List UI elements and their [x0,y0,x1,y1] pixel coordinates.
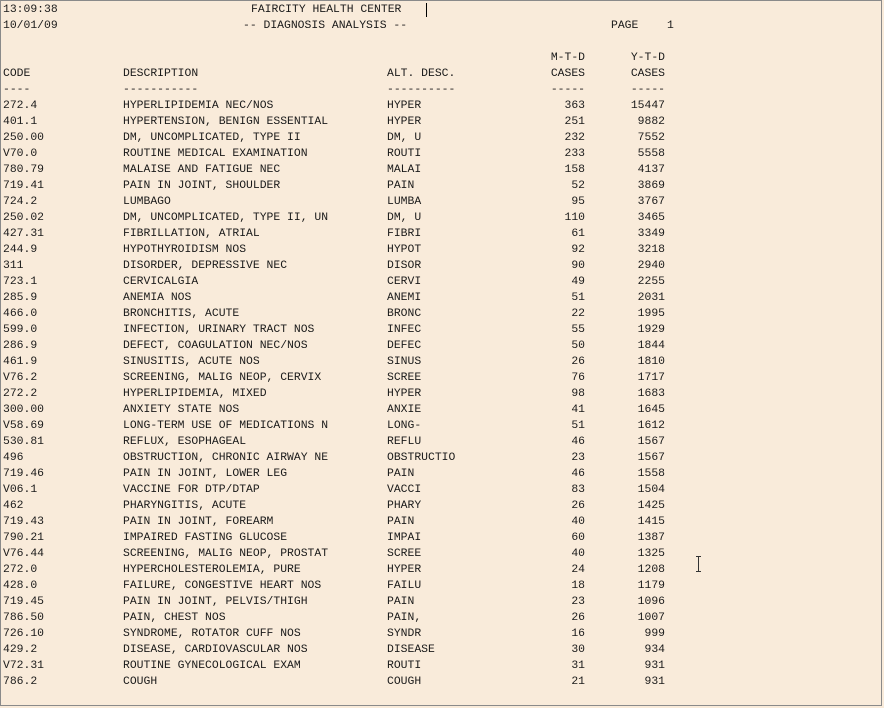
mtd-cases: 23 [571,596,585,608]
ytd-cases: 3349 [637,228,665,240]
diagnosis-description: IMPAIRED FASTING GLUCOSE [123,532,288,544]
diagnosis-code: 719.41 [3,180,45,192]
report-time: 13:09:38 [3,4,58,16]
alt-description: HYPER [387,388,422,400]
ytd-cases: 999 [644,628,665,640]
column-rule [1,82,881,98]
table-row [1,514,881,530]
diagnosis-code: V58.69 [3,420,45,432]
diagnosis-description: SCREENING, MALIG NEOP, PROSTAT [123,548,329,560]
diagnosis-description: PAIN IN JOINT, FOREARM [123,516,274,528]
diagnosis-description: BRONCHITIS, ACUTE [123,308,240,320]
ytd-cases: 1612 [637,420,665,432]
mtd-rule: ----- [550,84,585,96]
table-row [1,498,881,514]
mtd-cases: 61 [571,228,585,240]
diagnosis-code: 250.02 [3,212,45,224]
diagnosis-code: V06.1 [3,484,38,496]
table-row [1,434,881,450]
alt-description: PAIN [387,596,415,608]
table-row [1,178,881,194]
diagnosis-description: DM, UNCOMPLICATED, TYPE II, UN [123,212,329,224]
mtd-cases: 51 [571,420,585,432]
alt-description: DISOR [387,260,422,272]
diagnosis-description: DISORDER, DEPRESSIVE NEC [123,260,288,272]
alt-description: HYPOT [387,244,422,256]
alt-description: REFLU [387,436,422,448]
diagnosis-description: INFECTION, URINARY TRACT NOS [123,324,315,336]
ytd-cases: 931 [644,660,665,672]
alt-description: DM, U [387,132,422,144]
diagnosis-description: VACCINE FOR DTP/DTAP [123,484,260,496]
mtd-cases: 110 [564,212,585,224]
table-row [1,370,881,386]
table-row [1,386,881,402]
mtd-cases: 23 [571,452,585,464]
table-row [1,482,881,498]
table-row [1,114,881,130]
alt-description: HYPER [387,564,422,576]
header-line-1 [1,2,881,18]
diagnosis-description: PHARYNGITIS, ACUTE [123,500,247,512]
diagnosis-description: ANXIETY STATE NOS [123,404,240,416]
alt-description: DISEASE [387,644,435,656]
table-row [1,258,881,274]
diagnosis-code: V70.0 [3,148,38,160]
mtd-cases: 18 [571,580,585,592]
diagnosis-description: LONG-TERM USE OF MEDICATIONS N [123,420,329,432]
diagnosis-code: 429.2 [3,644,38,656]
diagnosis-description: LUMBAGO [123,196,171,208]
table-row [1,242,881,258]
mtd-cases: 363 [564,100,585,112]
diagnosis-description: ROUTINE GYNECOLOGICAL EXAM [123,660,301,672]
table-row [1,194,881,210]
column-header-top [1,50,881,66]
ytd-cases: 1995 [637,308,665,320]
diagnosis-description: HYPERCHOLESTEROLEMIA, PURE [123,564,301,576]
alt-description: MALAI [387,164,422,176]
alt-description: IMPAI [387,532,422,544]
ytd-cases: 1325 [637,548,665,560]
diagnosis-description: DM, UNCOMPLICATED, TYPE II [123,132,301,144]
alt-description: SCREE [387,548,422,560]
diagnosis-code: 244.9 [3,244,38,256]
ytd-cases: 1645 [637,404,665,416]
mtd-cases: 52 [571,180,585,192]
diagnosis-code: 719.46 [3,468,45,480]
text-cursor-icon [426,3,427,17]
table-row [1,610,881,626]
table-row [1,130,881,146]
mtd-cases: 51 [571,292,585,304]
table-row [1,290,881,306]
table-row [1,162,881,178]
alt-description: INFEC [387,324,422,336]
ytd-cases: 3869 [637,180,665,192]
diagnosis-code: 311 [3,260,24,272]
table-row [1,626,881,642]
diagnosis-code: 786.50 [3,612,45,624]
alt-description: PAIN [387,516,415,528]
alt-description: VACCI [387,484,422,496]
ytd-cases: 1929 [637,324,665,336]
ytd-cases: 2031 [637,292,665,304]
table-row [1,402,881,418]
diagnosis-description: SCREENING, MALIG NEOP, CERVIX [123,372,322,384]
table-row [1,354,881,370]
alt-description: SYNDR [387,628,422,640]
diagnosis-code: 461.9 [3,356,38,368]
mtd-cases: 233 [564,148,585,160]
diagnosis-description: FIBRILLATION, ATRIAL [123,228,260,240]
diagnosis-description: OBSTRUCTION, CHRONIC AIRWAY NE [123,452,329,464]
mtd-cases: 158 [564,164,585,176]
mtd-cases: 22 [571,308,585,320]
ytd-cases: 1810 [637,356,665,368]
diagnosis-description: SYNDROME, ROTATOR CUFF NOS [123,628,301,640]
table-row [1,594,881,610]
alt-desc-column-header: ALT. DESC. [387,68,456,80]
ytd-cases: 15447 [630,100,665,112]
alt-description: PAIN [387,180,415,192]
mtd-cases: 41 [571,404,585,416]
ytd-cases: 3767 [637,196,665,208]
diagnosis-code: 285.9 [3,292,38,304]
table-row [1,306,881,322]
ytd-cases-column-header: CASES [630,68,665,80]
diagnosis-code: 401.1 [3,116,38,128]
alt-description: COUGH [387,676,422,688]
diagnosis-code: 428.0 [3,580,38,592]
ytd-cases: 4137 [637,164,665,176]
diagnosis-description: PAIN IN JOINT, SHOULDER [123,180,281,192]
alt-description: PAIN [387,468,415,480]
table-row [1,274,881,290]
diagnosis-description: ANEMIA NOS [123,292,192,304]
diagnosis-code: 466.0 [3,308,38,320]
table-row [1,546,881,562]
ytd-rule: ----- [630,84,665,96]
table-row [1,642,881,658]
table-row [1,450,881,466]
mtd-cases: 24 [571,564,585,576]
description-column-header: DESCRIPTION [123,68,199,80]
ytd-cases: 1096 [637,596,665,608]
diagnosis-description: HYPERLIPIDEMIA NEC/NOS [123,100,274,112]
mtd-cases: 60 [571,532,585,544]
report-date: 10/01/09 [3,20,58,32]
diagnosis-description: MALAISE AND FATIGUE NEC [123,164,281,176]
diagnosis-code: V76.2 [3,372,38,384]
diagnosis-description: HYPERLIPIDEMIA, MIXED [123,388,267,400]
ytd-cases: 1567 [637,436,665,448]
table-row [1,674,881,690]
mtd-cases: 83 [571,484,585,496]
alt-description: CERVI [387,276,422,288]
alt-description: HYPER [387,116,422,128]
diagnosis-description: DISEASE, CARDIOVASCULAR NOS [123,644,308,656]
page-number: 1 [667,20,674,32]
ytd-cases: 1387 [637,532,665,544]
diagnosis-code: 599.0 [3,324,38,336]
alt-description: ROUTI [387,148,422,160]
ytd-cases: 9882 [637,116,665,128]
table-row [1,530,881,546]
diagnosis-description: PAIN IN JOINT, PELVIS/THIGH [123,596,308,608]
table-row [1,418,881,434]
mtd-cases: 251 [564,116,585,128]
ytd-cases: 1558 [637,468,665,480]
diagnosis-code: 272.4 [3,100,38,112]
alt-description: BRONC [387,308,422,320]
diagnosis-description: FAILURE, CONGESTIVE HEART NOS [123,580,322,592]
mtd-cases: 16 [571,628,585,640]
mtd-cases: 26 [571,500,585,512]
mtd-cases: 95 [571,196,585,208]
diagnosis-code: 726.10 [3,628,45,640]
diagnosis-description: ROUTINE MEDICAL EXAMINATION [123,148,308,160]
mtd-cases: 232 [564,132,585,144]
ytd-cases: 1567 [637,452,665,464]
mtd-cases: 49 [571,276,585,288]
mtd-cases: 50 [571,340,585,352]
diagnosis-description: DEFECT, COAGULATION NEC/NOS [123,340,308,352]
ytd-cases: 1179 [637,580,665,592]
diagnosis-code: 272.2 [3,388,38,400]
diagnosis-description: HYPERTENSION, BENIGN ESSENTIAL [123,116,329,128]
ytd-cases: 1504 [637,484,665,496]
description-rule: ----------- [123,84,199,96]
mtd-cases: 26 [571,356,585,368]
table-row [1,658,881,674]
diagnosis-code: V76.44 [3,548,45,560]
mtd-cases: 31 [571,660,585,672]
mtd-cases: 21 [571,676,585,688]
header-line-2 [1,18,881,34]
mtd-cases: 92 [571,244,585,256]
ytd-cases: 1007 [637,612,665,624]
diagnosis-code: 286.9 [3,340,38,352]
diagnosis-code: 719.43 [3,516,45,528]
ibeam-pointer-icon [695,556,703,572]
diagnosis-code: 250.00 [3,132,45,144]
alt-description: HYPER [387,100,422,112]
ytd-cases: 3218 [637,244,665,256]
ytd-cases: 3465 [637,212,665,224]
diagnosis-description: SINUSITIS, ACUTE NOS [123,356,260,368]
mtd-cases: 46 [571,468,585,480]
ytd-cases: 1415 [637,516,665,528]
alt-description: DEFEC [387,340,422,352]
ytd-cases: 5558 [637,148,665,160]
diagnosis-code: 530.81 [3,436,45,448]
ytd-cases: 1425 [637,500,665,512]
alt-description: FIBRI [387,228,422,240]
alt-description: PAIN, [387,612,422,624]
table-row [1,322,881,338]
alt-description: SCREE [387,372,422,384]
mtd-cases: 76 [571,372,585,384]
alt-description: ANXIE [387,404,422,416]
diagnosis-code: V72.31 [3,660,45,672]
diagnosis-code: 719.45 [3,596,45,608]
alt-description: LONG- [387,420,422,432]
mtd-cases: 40 [571,516,585,528]
report-subtitle: -- DIAGNOSIS ANALYSIS -- [243,20,408,32]
alt-description: FAILU [387,580,422,592]
diagnosis-code: 496 [3,452,24,464]
mtd-cases: 98 [571,388,585,400]
table-row [1,226,881,242]
mtd-cases: 46 [571,436,585,448]
column-header [1,66,881,82]
page-label: PAGE [611,20,639,32]
alt-description: PHARY [387,500,422,512]
ytd-cases: 1844 [637,340,665,352]
alt-description: DM, U [387,212,422,224]
mtd-cases: 90 [571,260,585,272]
mtd-cases: 26 [571,612,585,624]
ytd-cases: 931 [644,676,665,688]
diagnosis-description: PAIN IN JOINT, LOWER LEG [123,468,288,480]
diagnosis-code: 780.79 [3,164,45,176]
table-row [1,146,881,162]
alt-description: ROUTI [387,660,422,672]
table-row [1,466,881,482]
alt-desc-rule: ---------- [387,84,456,96]
alt-description: ANEMI [387,292,422,304]
alt-description: LUMBA [387,196,422,208]
diagnosis-code: 272.0 [3,564,38,576]
ytd-header-top: Y-T-D [630,52,665,64]
table-row [1,210,881,226]
alt-description: OBSTRUCTIO [387,452,456,464]
diagnosis-code: 724.2 [3,196,38,208]
mtd-cases: 55 [571,324,585,336]
diagnosis-description: CERVICALGIA [123,276,199,288]
ytd-cases: 1208 [637,564,665,576]
diagnosis-description: PAIN, CHEST NOS [123,612,226,624]
report-title: FAIRCITY HEALTH CENTER [251,4,402,16]
code-rule: ---- [3,84,31,96]
ytd-cases: 1683 [637,388,665,400]
mtd-cases: 40 [571,548,585,560]
mtd-header-top: M-T-D [550,52,585,64]
diagnosis-code: 790.21 [3,532,45,544]
table-row [1,98,881,114]
alt-description: SINUS [387,356,422,368]
code-column-header: CODE [3,68,31,80]
diagnosis-description: HYPOTHYROIDISM NOS [123,244,247,256]
ytd-cases: 934 [644,644,665,656]
table-row [1,562,881,578]
diagnosis-code: 427.31 [3,228,45,240]
ytd-cases: 2255 [637,276,665,288]
diagnosis-code: 462 [3,500,24,512]
ytd-cases: 2940 [637,260,665,272]
diagnosis-description: COUGH [123,676,158,688]
table-row [1,578,881,594]
ytd-cases: 7552 [637,132,665,144]
diagnosis-code: 786.2 [3,676,38,688]
mtd-cases: 30 [571,644,585,656]
diagnosis-code: 723.1 [3,276,38,288]
mtd-cases-column-header: CASES [550,68,585,80]
diagnosis-code: 300.00 [3,404,45,416]
ytd-cases: 1717 [637,372,665,384]
table-row [1,338,881,354]
diagnosis-description: REFLUX, ESOPHAGEAL [123,436,247,448]
